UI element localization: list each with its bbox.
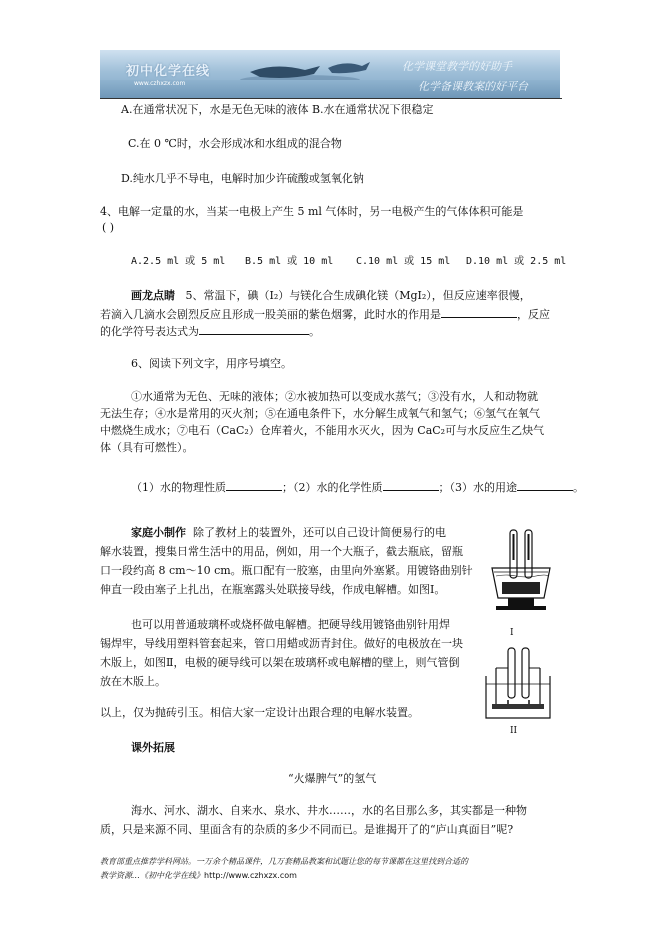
q4-option-c: C.10 ml 或 15 ml	[356, 256, 451, 267]
home-label: 家庭小制作	[131, 526, 186, 539]
q6-para-4: 体（具有可燃性）。	[100, 441, 194, 454]
q6-prompt-chemical: ；（2）水的化学性质	[282, 481, 383, 494]
q5-text-2b: ，反应	[517, 308, 550, 321]
footer-link[interactable]: http://www.czhxzx.com	[204, 871, 297, 880]
site-logo: 初中化学在线	[126, 64, 211, 79]
q5-text-3: 的化学符号表达式为	[100, 325, 199, 338]
q6-blank-use[interactable]	[517, 479, 573, 491]
footer-text: 教学资源…《初中化学在线》	[100, 871, 204, 880]
home-line-8: 放在木版上。	[100, 675, 166, 688]
q6-prompt-use: ；（3）水的用途	[438, 481, 517, 494]
q5-line-2	[100, 306, 550, 322]
q4-option-a: A.2.5 ml 或 5 ml	[131, 256, 226, 267]
banner-slogan-1: 化学课堂教学的好助手	[402, 60, 512, 73]
home-text-1: 除了教材上的装置外，还可以自己设计简便易行的电	[193, 526, 446, 539]
q4-paren: ( )	[102, 221, 115, 234]
extension-line-1: 海水、河水、湖水、自来水、泉水、井水……，水的名目那么多，其实都是一种物	[131, 804, 527, 817]
q6-para-1: ①水通常为无色、无味的液体；②水被加热可以变成水蒸气；③没有水，人和动物就	[131, 390, 538, 403]
q6-answers	[131, 479, 584, 495]
footer-line-2	[100, 870, 297, 881]
figure-2-label: II	[510, 726, 518, 736]
q5-text-1: 5、常温下，碘（I₂）与镁化合生成碘化镁（MgI₂），但反应速率很慢，	[185, 289, 531, 302]
q5-blank-role[interactable]	[441, 306, 517, 318]
q6-para-3: 中燃烧生成水；⑦电石（CaC₂）仓库着火，不能用水灭火，因为 CaC₂可与水反应生乙炔气	[100, 424, 545, 437]
extension-line-2: 质，只是来源不同、里面含有的杂质的多少不同而已。是谁揭开了的“庐山真面目”呢?	[100, 823, 514, 836]
q3-option-b: B.水在通常状况下很稳定	[311, 103, 434, 116]
q5-line-1	[131, 289, 531, 303]
home-line-7: 木版上，如图Ⅱ，电极的硬导线可以架在玻璃杯或电解槽的壁上，则气管倒	[100, 656, 460, 669]
header-banner	[100, 50, 560, 98]
q3-option-a: A.在通常状况下，水是无色无味的液体	[121, 103, 309, 116]
q3-option-c: C.在 0 ℃时，水会形成冰和水组成的混合物	[128, 137, 342, 150]
header-divider	[100, 98, 562, 99]
logo-url: www.czhxzx.com	[134, 80, 186, 87]
q5-blank-equation[interactable]	[199, 323, 309, 335]
q6-prompt-physical: （1）水的物理性质	[131, 481, 226, 494]
q5-text-3b: 。	[309, 325, 320, 338]
q3-option-d: D.纯水几乎不导电，电解时加少许硫酸或氢氧化钠	[121, 172, 364, 185]
home-line-6: 锡焊牢，导线用塑料管套起来，管口用蜡或沥青封住。做好的电极放在一块	[100, 637, 463, 650]
home-line-3: 口一段约高 8 cm～10 cm。瓶口配有一胶塞，由里向外塞紧。用镀铬曲别针	[100, 564, 473, 577]
figure-2-apparatus	[478, 644, 558, 722]
q6-blank-physical[interactable]	[226, 479, 282, 491]
q5-text-2: 若滴入几滴水会剧烈反应且形成一股美丽的紫色烟雾，此时水的作用是	[100, 308, 441, 321]
q4-stem: 4、电解一定量的水，当某一电极上产生 5 ml 气体时，另一电极产生的气体体积可能是	[100, 205, 524, 218]
banner-slogan-2: 化学备课教案的好平台	[418, 80, 528, 93]
extension-label: 课外拓展	[131, 741, 175, 754]
q4-option-b: B.5 ml 或 10 ml	[245, 256, 334, 267]
home-line-5: 也可以用普通玻璃杯或烧杯做电解槽。把硬导线用镀铬曲别针用焊	[131, 618, 450, 631]
footer-line-1: 教育部重点推荐学科网站。一万余个精品课件，几万套精品教案和试题让您的每节课都在这里找到合适的	[100, 857, 468, 866]
q5-label: 画龙点睛	[131, 289, 175, 302]
figure-1-apparatus	[486, 520, 558, 622]
extension-title: “火爆脾气”的氢气	[288, 772, 377, 785]
home-line-9: 以上，仅为抛砖引玉。相信大家一定设计出跟合理的电解水装置。	[100, 706, 419, 719]
q6-blank-chemical[interactable]	[383, 479, 439, 491]
home-line-2: 解水装置，搜集日常生活中的用品，例如，用一个大瓶子，截去瓶底，留瓶	[100, 545, 463, 558]
home-line-4: 伸直一段由塞子上扎出，在瓶塞露头处联接导线，作成电解槽。如图Ⅰ。	[100, 583, 446, 596]
home-line-1	[131, 526, 446, 540]
q6-para-2: 无法生存；④水是常用的灭火剂；⑤在通电条件下，水分解生成氧气和氢气；⑥氢气在氧气	[100, 407, 540, 420]
q6-stem: 6、阅读下列文字，用序号填空。	[131, 357, 292, 370]
q6-end: 。	[573, 481, 584, 494]
q3-option-ab	[121, 103, 434, 117]
figure-1-label: I	[510, 628, 514, 638]
q5-line-3	[100, 323, 320, 339]
q4-option-d: D.10 ml 或 2.5 ml	[466, 256, 567, 267]
